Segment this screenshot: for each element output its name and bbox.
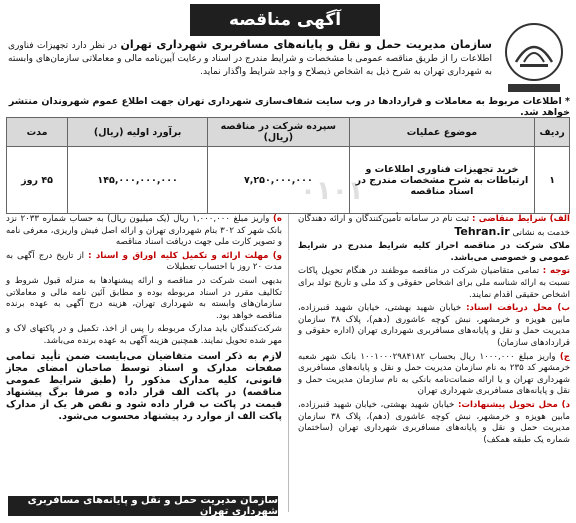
header-duration: مدت [7, 118, 68, 147]
header-deposit: سپرده شرکت در مناقصه (ریال) [208, 118, 349, 147]
note-text: تمامی متقاضیان شرکت در مناقصه موظفند در هنگام تحویل پاکات نسبت به ارائه شناسه ملی برای اشخاص حقوقی و کد ملی و تاریخ تولد برای اشخاص حقیقی اقدام نمایند. [298, 266, 570, 300]
condition-a-text: ثبت نام در سامانه تأمین‌کنندگان و ارائه دهندگان خدمت به نشانی [298, 214, 570, 238]
conditions-right-column [298, 214, 570, 448]
table-row [7, 147, 570, 214]
note-heading: توجه : [542, 266, 571, 277]
intro-body: در نظر دارد تجهیزات فناوری اطلاعات را از طریق مناقصه عمومی با مشخصات و شرایط مندرج در اسناد و رعایت آیین‌نامه مالی و معاملاتی سازمان‌های وابسته به شهرداری تهران به شرح ذیل به اشخاص ذیصلاح و واجد شرایط واگذار نماید. [8, 41, 492, 77]
tender-table [6, 117, 570, 214]
condition-f-text: از تاریخ درج آگهی به مدت ۲۰ روز با احتساب تعطیلات [6, 250, 282, 273]
tehran-municipality-logo [498, 18, 570, 96]
transparency-notice: * اطلاعات مربوط به معاملات و قراردادها در وب سایت شفاف‌سازی شهرداری تهران جهت اطلاع عموم شهروندان منتشر خواهد شد. [8, 96, 570, 118]
condition-h: شرکت‌کنندگان باید مدارک مربوطه را پس از اخذ، تکمیل و در پاکتهای لاک و مهر شده تحویل نمایند. همچنین هزینه آگهی به عهده برنده می‌باشد. [6, 324, 282, 346]
header-subject: موضوع عملیات [349, 118, 535, 147]
banner-title: آگهی مناقصه [228, 10, 342, 30]
cell-estimate: ۱۴۵,۰۰۰,۰۰۰,۰۰۰ [68, 147, 208, 214]
condition-d [298, 400, 570, 446]
condition-a2: ملاک شرکت در مناقصه احراز کلیه شرایط مندرج در شرایط عمومی و خصوصی می‌باشد. [298, 241, 570, 263]
table-header-row [7, 118, 570, 147]
condition-e-heading: ه) [273, 214, 283, 224]
conditions-left-column [6, 214, 282, 423]
cell-row-number: ۱ [535, 147, 570, 214]
condition-c-text: واریز مبلغ ۱۰۰۰,۰۰۰ ریال بحساب ۱۰۰۱۰۰۰۲۹۸۴۱۸۲ بانک شهر شعبه خرمشهر کد ۲۳۵ به نام سازمان مدیریت حمل و نقل و پایانه‌های مسافربری شهرداری تهران و یا ارائه ضمانت‌نامه بانکی به نام سازمان مدیریت حمل و نقل و پایانه‌های مسافربری شهرداری تهران [298, 351, 571, 397]
condition-a-heading: الف) شرایط متقاضی : [471, 214, 570, 224]
header-row-number: ردیف [535, 118, 570, 147]
condition-e-text: واریز مبلغ ۱,۰۰۰,۰۰۰ ریال (یک میلیون ریال) به حساب شماره ۲۰۳۳ نزد بانک شهر کد ۳۰۲ بنام شهرداری تهران و ارائه اصل فیش واریزی، معرفی نامه و تصویر کارت ملی جهت دریافت اسناد مناقصه [6, 214, 282, 248]
condition-e [6, 214, 282, 249]
condition-g: بدیهی است شرکت در مناقصه و ارائه پیشنهادها به منزله قبول شروط و تکالیف مقرر در اسناد مربوطه بوده و مطابق آئین نامه مالی و معاملاتی سازمان‌های وابسته به شهرداری تهران، هزینه درج آگهی به عهده برنده مناقصه خواهد بود. [6, 275, 282, 321]
condition-c-heading: ج) [559, 351, 570, 362]
condition-f-heading: و) مهلت ارائه و تکمیل کلیه اوراق و اسناد : [88, 250, 282, 261]
watermark: ۰۱۰۱ [300, 176, 364, 206]
condition-b-text: خیابان شهید بهشتی، خیابان شهید قنبرزاده، مابین هویزه و خرمشهر، نبش کوچه عاشوری (دهم)، پلاک ۳۸ سازمان مدیریت حمل و نقل و پایانه‌های مسافربری شهرداری تهران (اداره حقوقی و قراردادهای سازمان) [298, 303, 571, 348]
header-estimate: برآورد اولیه (ریال) [68, 118, 208, 147]
signature-bar [8, 496, 278, 516]
condition-f [6, 251, 282, 274]
final-requirement: لازم به ذکر است متقاضیان می‌بایست ضمن تأیید تمامی صفحات مدارک و اسناد توسط صاحبان امضای مجاز قانونی، کلیه مدارک مذکور را (طبق شرایط عمومی مناقصه) در پاکت الف قرار داده و صرفا برگ پیشنهاد قیمت در پاکت ب قرار داده شود و نقص هر یک از مدارک پاکت الف از موارد رد پیشنهاد محسوب می‌شود. [6, 350, 282, 422]
intro-paragraph [8, 38, 492, 79]
condition-c [298, 352, 570, 398]
intro-lead: سازمان مدیریت حمل و نقل و پایانه‌های مسافربری شهرداری تهران [120, 38, 492, 51]
condition-a [298, 214, 570, 239]
condition-d-text: خیابان شهید بهشتی، خیابان شهید قنبرزاده، مابین هویزه و خرمشهر، نبش کوچه عاشوری (دهم)، پلاک ۳۸ سازمان مدیریت حمل و نقل و پایانه‌های مسافربری شهرداری تهران (ساختمان شماره یک طبقه همکف) [298, 399, 571, 445]
signature-text: سازمان مدیریت حمل و نقل و پایانه‌های مسافربری شهرداری تهران [27, 495, 278, 517]
tehran-site-link[interactable]: Tehran.ir [454, 224, 510, 238]
condition-note [298, 266, 570, 301]
notice-banner [190, 4, 380, 36]
cell-duration: ۴۵ روز [7, 147, 68, 214]
condition-d-heading: د) محل تحویل پیشنهادات: [457, 399, 570, 410]
condition-b-heading: ب) محل دریافت اسناد: [466, 303, 570, 314]
cell-deposit: ۷,۲۵۰,۰۰۰,۰۰۰ [208, 147, 349, 214]
condition-b [298, 303, 570, 349]
column-divider [288, 214, 289, 512]
cell-subject: خرید تجهیزات فناوری اطلاعات و ارتباطات به شرح مشخصات مندرج در اسناد مناقصه [349, 147, 535, 214]
